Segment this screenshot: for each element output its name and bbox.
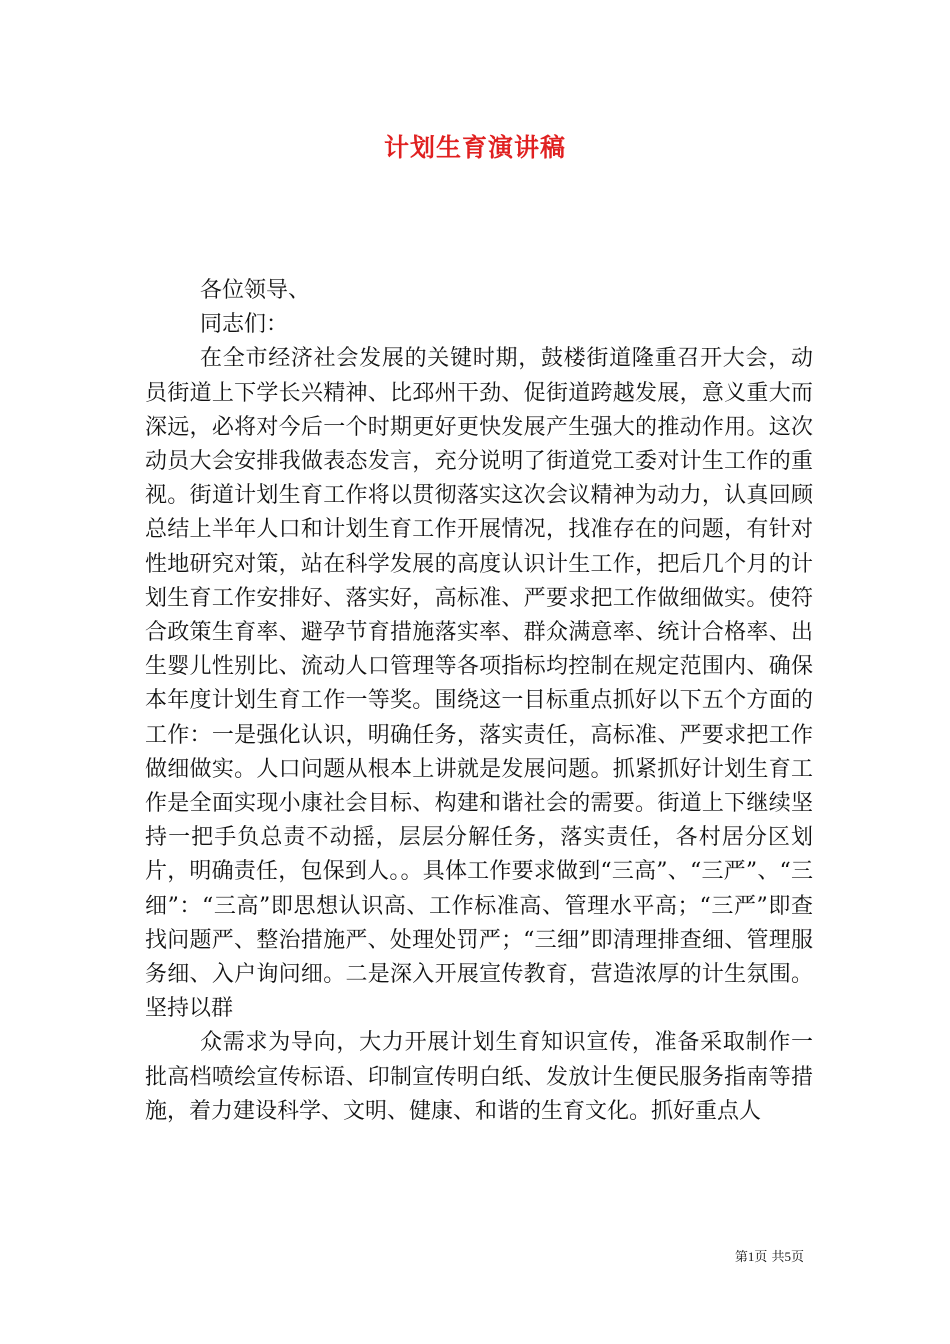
paragraph-1: 在全市经济社会发展的关键时期，鼓楼街道隆重召开大会，动员街道上下学长兴精神、比邳州干劲、促街道跨越发展，意义重大而深远，必将对今后一个时期更好更快发展产生强大的推动作用。这次动员大会安排我做表态发言，充分说明了街道党工委对计生工作的重视。街道计划生育工作将以贯彻落实这次会议精神为动力，认真回顾总结上半年人口和计划生育工作开展情况，找准存在的问题，有针对性地研究对策，站在科学发展的高度认识计生工作，把后几个月的计划生育工作安排好、落实好，高标准、严要求把工作做细做实。使符合政策生育率、避孕节育措施落实率、群众满意率、统计合格率、出生婴儿性别比、流动人口管理等各项指标均控制在规定范围内、确保本年度计划生育工作一等奖。围绕这一目标重点抓好以下五个方面的工作：一是强化认识，明确任务，落实责任，高标准、严要求把工作做细做实。人口问题从根本上讲就是发展问题。抓紧抓好计划生育工作是全面实现小康社会目标、构建和谐社会的需要。街道上下继续坚持一把手负总责不动摇，层层分解任务，落实责任，各村居分区划片，明确责任，包保到人。。具体工作要求做到“三高”、“三严”、“三细”：“三高”即思想认识高、工作标准高、管理水平高；“三严”即查找问题严、整治措施严、处理处罚严；“三细”即清理排查细、管理服务细、入户询问细。二是深入开展宣传教育，营造浓厚的计生氛围。坚持以群 xyxy=(145,346,813,1022)
document-body xyxy=(145,274,813,1129)
footer-prefix: 第 xyxy=(734,1250,748,1265)
paragraph-2: 众需求为导向，大力开展计划生育知识宣传，准备采取制作一批高档喷绘宣传标语、印制宣传明白纸、发放计生便民服务指南等措施，着力建设科学、文明、健康、和谐的生育文化。抓好重点人 xyxy=(145,1030,813,1124)
footer-total-pages: 5 xyxy=(784,1249,791,1264)
document-title: 计划生育演讲稿 xyxy=(383,133,566,162)
footer-current-page: 1 xyxy=(747,1249,755,1264)
page-number-footer xyxy=(735,1248,804,1267)
footer-suffix: 页 xyxy=(790,1250,804,1265)
footer-middle: 页 共 xyxy=(754,1250,785,1265)
salutation-leaders: 各位领导、 xyxy=(200,278,311,303)
salutation-comrades: 同志们： xyxy=(200,312,289,338)
